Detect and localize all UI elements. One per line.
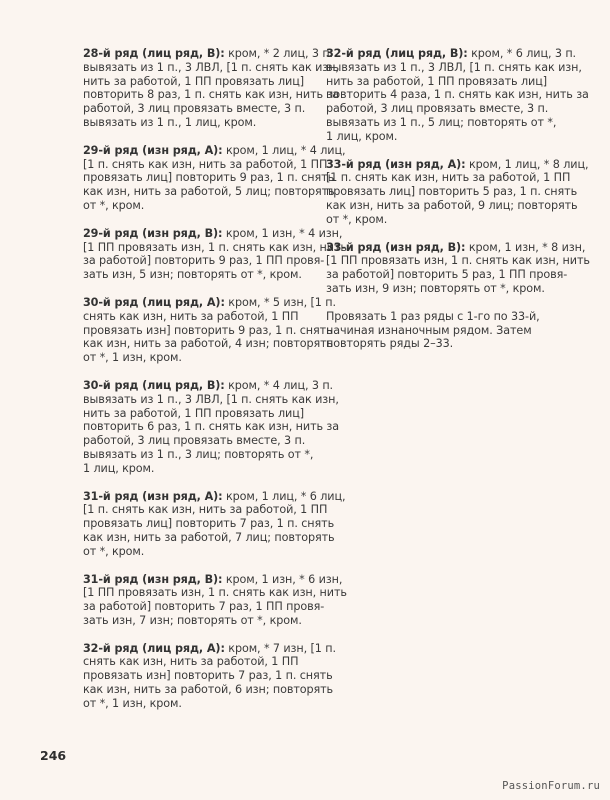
line-text: провязать изн] повторить 9 раз, 1 п. снять xyxy=(83,323,333,337)
row-heading: 31-й ряд (изн ряд, В): xyxy=(83,572,223,586)
text-line xyxy=(83,88,340,102)
text-line xyxy=(83,102,309,116)
page-number: 246 xyxy=(40,748,67,763)
row-heading: 31-й ряд (изн ряд, А): xyxy=(83,489,223,503)
row-heading: 32-й ряд (лиц ряд, А): xyxy=(83,641,225,655)
row-instruction xyxy=(83,378,340,476)
left-column xyxy=(83,47,347,725)
text-line xyxy=(83,295,336,310)
text-line xyxy=(326,102,554,116)
line-text: кром, 1 лиц, * 8 лиц, xyxy=(465,157,589,171)
text-line xyxy=(326,47,577,61)
row-heading: 30-й ряд (лиц ряд, А): xyxy=(83,295,225,309)
row-heading: 33-й ряд (изн ряд, В): xyxy=(326,240,466,254)
text-line xyxy=(83,240,347,255)
line-text: от *, кром. xyxy=(83,544,145,558)
text-line xyxy=(83,586,347,600)
line-text: работой, 3 лиц провязать вместе, 3 п. xyxy=(326,102,549,116)
line-text: работой, 3 лиц провязать вместе, 3 п. xyxy=(83,434,306,448)
row-instruction xyxy=(83,47,340,130)
text-line xyxy=(83,75,309,89)
line-text: нить за работой, 1 ПП провязать лиц] xyxy=(326,74,547,88)
text-line xyxy=(326,282,554,296)
text-line xyxy=(83,600,325,614)
text-line xyxy=(83,310,309,324)
line-text: работой, 3 лиц провязать вместе, 3 п. xyxy=(83,102,306,116)
line-text: начиная изнаночным рядом. Затем xyxy=(326,323,532,337)
line-text: за работой] повторить 7 раз, 1 ПП провя- xyxy=(83,600,325,614)
text-line xyxy=(83,683,334,697)
line-text: как изн, нить за работой, 6 изн; повторять xyxy=(83,683,334,697)
line-text: за работой] повторить 9 раз, 1 ПП провя- xyxy=(83,254,325,268)
row-heading: 29-й ряд (изн ряд, В): xyxy=(83,226,223,240)
line-text: кром, 1 изн, * 6 изн, xyxy=(222,572,343,586)
line-text: провязать изн] повторить 7 раз, 1 п. снять xyxy=(83,669,333,683)
line-text: повторять ряды 2–33. xyxy=(326,337,454,351)
row-heading: 29-й ряд (изн ряд, А): xyxy=(83,143,223,157)
line-text: провязать лиц] повторить 5 раз, 1 п. снять xyxy=(326,185,578,199)
line-text: от *, 1 изн, кром. xyxy=(83,351,182,365)
line-text: кром, 1 лиц, * 6 лиц, xyxy=(222,489,346,503)
line-text: как изн, нить за работой, 4 изн; повторять xyxy=(83,337,334,351)
row-instruction xyxy=(83,572,347,628)
text-line xyxy=(326,171,571,185)
text-line xyxy=(83,545,309,559)
line-text: кром, * 4 лиц, 3 п. xyxy=(224,378,334,392)
line-text: вывязать из 1 п., 3 ЛВЛ, [1 п. снять как изн, xyxy=(83,60,339,74)
text-line xyxy=(326,310,554,324)
text-line xyxy=(326,268,568,282)
line-text: от *, кром. xyxy=(326,212,388,226)
row-instruction xyxy=(326,157,589,227)
line-text: как изн, нить за работой, 5 лиц; повторять xyxy=(83,185,335,199)
text-line xyxy=(326,60,582,75)
line-text: от *, кром. xyxy=(83,198,145,212)
text-line xyxy=(83,268,309,282)
line-text: как изн, нить за работой, 9 лиц; повторять xyxy=(326,198,578,212)
line-text: [1 п. снять как изн, нить за работой, 1 ПП xyxy=(83,503,328,517)
line-text: [1 ПП провязать изн, 1 п. снять как изн, нить xyxy=(83,586,347,600)
row-heading: 28-й ряд (лиц ряд, В): xyxy=(83,47,225,60)
line-text: снять как изн, нить за работой, 1 ПП xyxy=(83,309,299,323)
text-line xyxy=(83,517,335,531)
text-line xyxy=(326,254,590,268)
text-line xyxy=(83,447,314,462)
text-line xyxy=(83,697,309,711)
text-line xyxy=(83,530,335,545)
line-text: [1 п. снять как изн, нить за работой, 1 ПП xyxy=(83,157,328,171)
line-text: вывязать из 1 п., 3 лиц; повторять от *, xyxy=(83,447,314,461)
row-heading: 32-й ряд (лиц ряд, В): xyxy=(326,47,468,60)
text-line xyxy=(83,641,336,656)
line-text: [1 ПП провязать изн, 1 п. снять как изн, нить xyxy=(83,240,347,254)
line-text: зать изн, 5 изн; повторять от *, кром. xyxy=(83,268,302,282)
row-instruction xyxy=(83,641,336,711)
text-line xyxy=(83,655,309,669)
text-line xyxy=(326,130,554,144)
line-text: повторить 6 раз, 1 п. снять как изн, нить за xyxy=(83,420,340,434)
line-text: кром, 1 изн, * 8 изн, xyxy=(465,240,586,254)
line-text: кром, * 2 лиц, 3 п. xyxy=(224,47,334,60)
text-line xyxy=(326,240,586,255)
right-column xyxy=(326,47,590,365)
row-instruction xyxy=(326,47,589,144)
line-text: провязать лиц] повторить 9 раз, 1 п. снять xyxy=(83,171,335,185)
line-text: вывязать из 1 п., 5 лиц; повторять от *, xyxy=(326,115,557,129)
line-text: [1 п. снять как изн, нить за работой, 1 ПП xyxy=(326,171,571,185)
line-text: от *, 1 изн, кром. xyxy=(83,696,182,710)
line-text: зать изн, 9 изн; повторять от *, кром. xyxy=(326,281,545,295)
line-text: как изн, нить за работой, 7 лиц; повторять xyxy=(83,530,335,544)
line-text: повторить 4 раза, 1 п. снять как изн, нить за xyxy=(326,88,589,102)
text-line xyxy=(326,337,554,351)
text-line xyxy=(326,324,554,338)
row-heading: 30-й ряд (лиц ряд, В): xyxy=(83,378,225,392)
text-line xyxy=(326,198,578,213)
text-line xyxy=(83,503,328,517)
text-line xyxy=(83,392,339,407)
line-text: нить за работой, 1 ПП провязать лиц] xyxy=(83,74,304,88)
line-text: вывязать из 1 п., 3 ЛВЛ, [1 п. снять как изн, xyxy=(326,60,582,74)
text-line xyxy=(326,75,554,89)
line-text: 1 лиц, кром. xyxy=(83,461,155,475)
text-line xyxy=(83,157,328,172)
line-text: повторить 8 раз, 1 п. снять как изн, нить за xyxy=(83,88,340,102)
text-line xyxy=(83,462,309,476)
line-text: нить за работой, 1 ПП провязать лиц] xyxy=(83,406,304,420)
text-line xyxy=(83,420,340,434)
line-text: 1 лиц, кром. xyxy=(326,129,398,143)
text-line xyxy=(83,434,309,448)
text-line xyxy=(83,337,334,351)
text-line xyxy=(83,378,334,393)
line-text: за работой] повторить 5 раз, 1 ПП провя- xyxy=(326,268,568,282)
closing-note xyxy=(326,310,554,351)
line-text: кром, * 7 изн, [1 п. xyxy=(224,641,336,655)
line-text: кром, 1 лиц, * 4 лиц, xyxy=(222,143,346,157)
text-line xyxy=(83,185,335,199)
text-line xyxy=(83,572,343,587)
text-line xyxy=(83,323,333,338)
line-text: провязать лиц] повторить 7 раз, 1 п. снять xyxy=(83,517,335,531)
text-line xyxy=(83,171,335,185)
text-line xyxy=(83,614,309,628)
line-text: кром, 1 изн, * 4 изн, xyxy=(222,226,343,240)
text-line xyxy=(83,199,309,213)
text-line xyxy=(83,669,333,683)
text-line xyxy=(326,185,578,199)
row-instruction xyxy=(83,489,346,559)
text-line xyxy=(326,88,589,102)
line-text: вывязать из 1 п., 1 лиц, кром. xyxy=(83,115,257,129)
line-text: Провязать 1 раз ряды с 1-го по 33-й, xyxy=(326,309,540,323)
text-line xyxy=(83,407,309,421)
text-line xyxy=(83,47,334,61)
watermark: PassionForum.ru xyxy=(502,780,600,792)
text-line xyxy=(83,489,346,504)
line-text: кром, * 5 изн, [1 п. xyxy=(224,295,336,309)
line-text: снять как изн, нить за работой, 1 ПП xyxy=(83,655,299,669)
text-line xyxy=(326,115,557,130)
text-line xyxy=(83,143,346,158)
line-text: кром, * 6 лиц, 3 п. xyxy=(467,47,577,60)
line-text: зать изн, 7 изн; повторять от *, кром. xyxy=(83,613,302,627)
row-heading: 33-й ряд (изн ряд, А): xyxy=(326,157,466,171)
text-line xyxy=(326,213,554,227)
text-line xyxy=(326,157,589,172)
text-line xyxy=(83,116,309,130)
text-line xyxy=(83,254,325,268)
row-instruction xyxy=(326,240,590,296)
text-line xyxy=(83,351,309,365)
text-line xyxy=(83,226,343,241)
line-text: вывязать из 1 п., 3 ЛВЛ, [1 п. снять как изн, xyxy=(83,392,339,406)
text-line xyxy=(83,60,339,75)
row-instruction xyxy=(83,295,336,365)
line-text: [1 ПП провязать изн, 1 п. снять как изн, нить xyxy=(326,254,590,268)
row-instruction xyxy=(83,226,347,282)
row-instruction xyxy=(83,143,346,213)
